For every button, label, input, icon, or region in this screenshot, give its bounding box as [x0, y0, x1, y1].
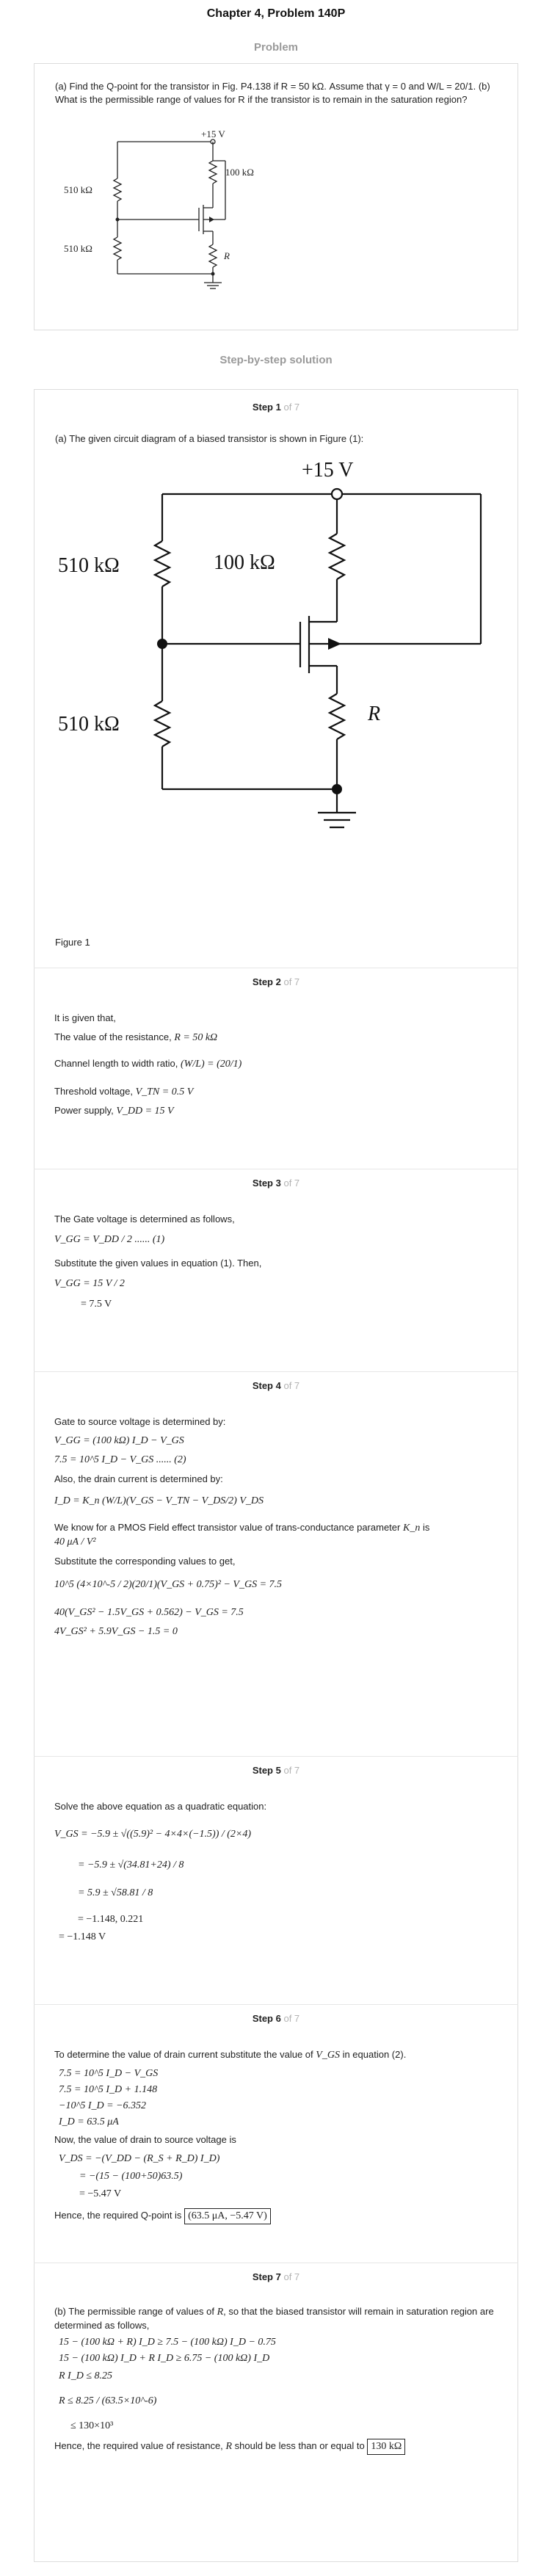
problem-text: (a) Find the Q-point for the transistor in Fig. P4.138 if R = 50 kΩ. Assume that γ = 0 and W/L = 20/1. (b) What is the permissible range of values for R if the transistor is to remain in the saturation region? — [55, 81, 490, 105]
step-2-head: Step 2 of 7 — [252, 976, 300, 987]
step-4-eq-6: 40(V_GS² − 1.5V_GS + 0.562) − V_GS = 7.5 — [54, 1607, 244, 1618]
problem-card — [34, 63, 518, 330]
step-6-eq-3: −10^5 I_D = −6.352 — [59, 2100, 147, 2111]
step-4-eq-3: I_D = K_n (W/L)(V_GS − V_TN − V_DS/2) V_DS — [54, 1495, 264, 1506]
step-5-line-1: Solve the above equation as a quadratic equation: — [54, 1801, 267, 1812]
step-6-eq-6: = −(15 − (100+50)63.5) — [79, 2171, 183, 2182]
step-6-eq-1: 7.5 = 10^5 I_D − V_GS — [59, 2068, 159, 2079]
step-4-eq-1: V_GG = (100 kΩ) I_D − V_GS — [54, 1435, 184, 1446]
step-1-supply-label: +15 V — [302, 459, 354, 482]
step-6-eq-2: 7.5 = 10^5 I_D + 1.148 — [59, 2084, 158, 2095]
problem-supply-label: +15 V — [201, 128, 225, 139]
step-6-eq-5: V_DS = −(V_DD − (R_S + R_D) I_D) — [59, 2153, 220, 2164]
step-7-head: Step 7 of 7 — [252, 2271, 300, 2282]
step-3-eq-1: V_GG = V_DD / 2 ...... (1) — [54, 1234, 165, 1245]
step-2-line-3: Channel length to width ratio, (W/L) = (20/1) — [54, 1058, 242, 1070]
step-4-line-3: We know for a PMOS Field effect transistor value of trans-conductance parameter K_n is — [54, 1522, 430, 1534]
step-4-line-2: Also, the drain current is determined by: — [54, 1473, 223, 1484]
step-4-eq-2: 7.5 = 10^5 I_D − V_GS ...... (2) — [54, 1454, 186, 1465]
problem-r-bottom-label: 510 kΩ — [64, 243, 92, 254]
problem-label: Problem — [253, 41, 298, 54]
step-6-eq-4: I_D = 63.5 μA — [59, 2116, 119, 2127]
step-5-eq-4: = −1.148, 0.221 — [78, 1914, 144, 1925]
step-4-eq-7: 4V_GS² + 5.9V_GS − 1.5 = 0 — [54, 1626, 178, 1637]
step-6-line-3: Hence, the required Q-point is (63.5 μA, −5.47 V) — [54, 2208, 271, 2224]
step-6-answer: (63.5 μA, −5.47 V) — [184, 2208, 271, 2224]
divider — [34, 2004, 518, 2005]
step-7-eq-4: R ≤ 8.25 / (63.5×10^-6) — [59, 2395, 157, 2406]
step-1-caption: Figure 1 — [55, 937, 90, 948]
step-3-line-2: Substitute the given values in equation (1). Then, — [54, 1258, 262, 1269]
step-6-eq-7: = −5.47 V — [79, 2188, 122, 2199]
step-3-eq-2a: V_GG = 15 V / 2 — [54, 1278, 125, 1289]
step-4-head: Step 4 of 7 — [252, 1380, 300, 1391]
step-7-eq-5: ≤ 130×10³ — [70, 2420, 114, 2431]
problem-r-source-label: R — [224, 250, 230, 261]
step-6-line-1: To determine the value of drain current substitute the value of V_GS in equation (2). — [54, 2049, 407, 2061]
problem-r-drain-label: 100 kΩ — [225, 167, 254, 178]
page-title: Chapter 4, Problem 140P — [206, 7, 346, 20]
step-5-eq-1: V_GS = −5.9 ± √((5.9)² − 4×4×(−1.5)) / (2×4) — [54, 1829, 252, 1840]
solution-label: Step-by-step solution — [219, 354, 333, 366]
step-5-eq-2: = −5.9 ± √(34.81+24) / 8 — [78, 1860, 184, 1871]
step-1-intro: (a) The given circuit diagram of a biased transistor is shown in Figure (1): — [55, 433, 364, 444]
step-2-line-5: Power supply, V_DD = 15 V — [54, 1105, 174, 1117]
step-2-line-4: Threshold voltage, V_TN = 0.5 V — [54, 1086, 194, 1097]
step-1-head: Step 1 of 7 — [252, 402, 300, 413]
step-1-r-drain-label: 100 kΩ — [214, 551, 275, 574]
step-1-r-source-label: R — [368, 703, 381, 725]
step-3-head: Step 3 of 7 — [252, 1178, 300, 1189]
step-7-line-2: Hence, the required value of resistance, R should be less than or equal to 130 kΩ — [54, 2439, 495, 2455]
step-1-circuit — [34, 460, 519, 908]
step-6-head: Step 6 of 7 — [252, 2013, 300, 2024]
step-5-eq-3: = 5.9 ± √58.81 / 8 — [78, 1887, 153, 1898]
step-4-eq-4: 40 μA / V² — [54, 1536, 96, 1548]
step-2-line-1: It is given that, — [54, 1012, 116, 1023]
step-4-eq-5: 10^5 (4×10^-5 / 2)(20/1)(V_GS + 0.75)² − V_GS = 7.5 — [54, 1579, 283, 1590]
step-1-r-top-label: 510 kΩ — [58, 554, 120, 577]
step-6-line-2: Now, the value of drain to source voltage is — [54, 2134, 236, 2145]
step-7-eq-3: R I_D ≤ 8.25 — [59, 2370, 113, 2381]
step-4-line-1: Gate to source voltage is determined by: — [54, 1416, 226, 1427]
step-7-line-1: (b) The permissible range of values of R, so that the biased transistor will remain in saturation region are determined as follows, — [54, 2306, 494, 2331]
step-7-eq-2: 15 − (100 kΩ) I_D + R I_D ≥ 6.75 − (100 kΩ) I_D — [59, 2353, 270, 2364]
problem-r-top-label: 510 kΩ — [64, 184, 92, 195]
divider — [34, 1371, 518, 1372]
step-4-line-4: Substitute the corresponding values to get, — [54, 1556, 236, 1567]
step-3-eq-2b: = 7.5 V — [81, 1299, 112, 1310]
problem-circuit — [34, 128, 519, 325]
step-3-line-1: The Gate voltage is determined as follows, — [54, 1213, 235, 1224]
step-2-line-2: The value of the resistance, R = 50 kΩ — [54, 1031, 218, 1043]
step-7-answer: 130 kΩ — [367, 2439, 405, 2455]
divider — [34, 1756, 518, 1757]
step-5-head: Step 5 of 7 — [252, 1765, 300, 1776]
step-1-r-bottom-label: 510 kΩ — [58, 713, 120, 736]
step-7-eq-1: 15 − (100 kΩ + R) I_D ≥ 7.5 − (100 kΩ) I_D − 0.75 — [59, 2337, 276, 2348]
step-5-eq-5: = −1.148 V — [59, 1931, 106, 1942]
